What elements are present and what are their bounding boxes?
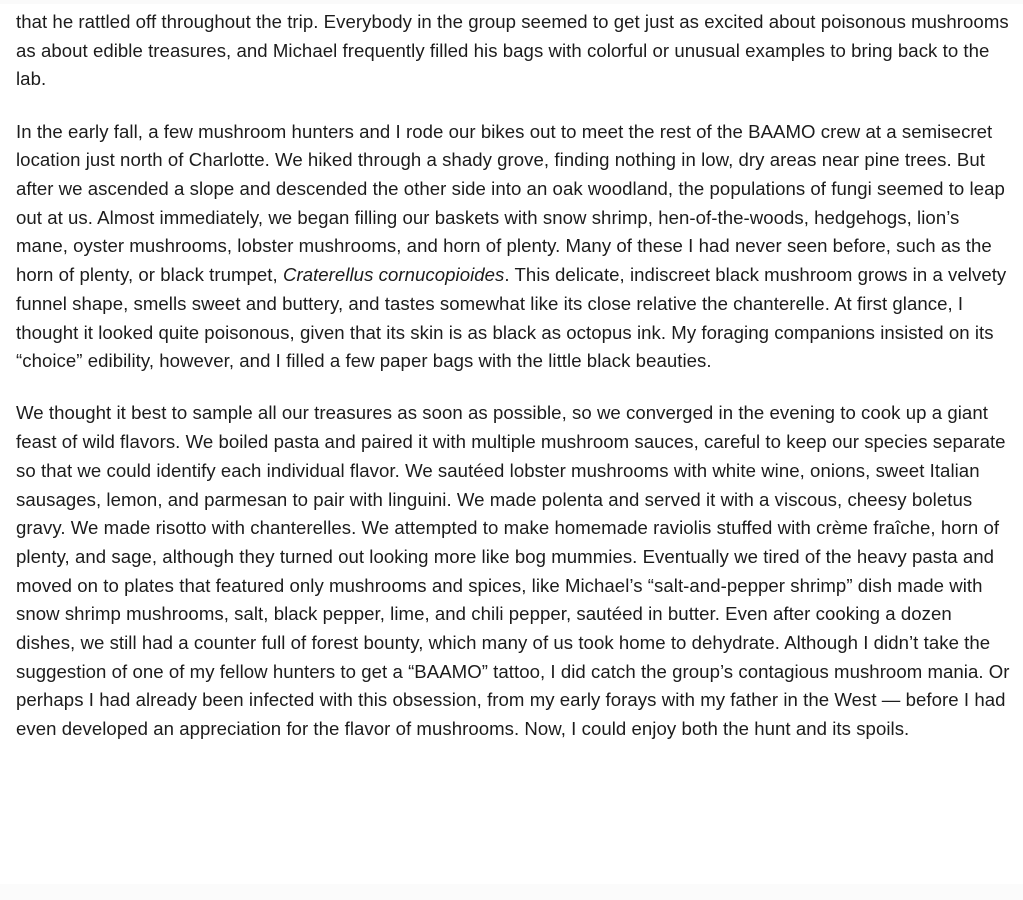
top-edge [0,0,1023,4]
article-body [16,8,1011,767]
paragraph-2 [16,118,1011,376]
paragraph-2-part-1: In the early fall, a few mushroom hunters and I rode our bikes out to meet the rest of the BAAMO crew at a semisecret location just north of Charlotte. We hiked through a shady grove, finding nothing in low, dry areas near pine trees. But after we ascended a slope and descended the other side into an oak woodland, the populations of fungi seemed to leap out at us. Almost immediately, we began filling our baskets with snow shrimp, hen-of-the-woods, hedgehogs, lion’s mane, oyster mushrooms, lobster mushrooms, and horn of plenty. Many of these I had never seen before, such as the horn of plenty, or black trumpet, [16,120,1005,286]
paragraph-2-part-2: . This delicate, indiscreet black mushroom grows in a velvety funnel shape, smells sweet and buttery, and tastes somewhat like its close relative the chanterelle. At first glance, I thought it looked quite poisonous, given that its skin is as black as octopus ink. My foraging companions insisted on its “choice” edibility, however, and I filled a few paper bags with the little black beauties. [16,264,1007,372]
paragraph-3: We thought it best to sample all our treasures as soon as possible, so we converged in the evening to cook up a giant feast of wild flavors. We boiled pasta and paired it with multiple mushroom sauces, careful to keep our species separate so that we could identify each individual flavor. We sautéed lobster mushrooms with white wine, onions, sweet Italian sausages, lemon, and parmesan to pair with linguini. We made polenta and served it with a viscous, cheesy boletus gravy. We made risotto with chanterelles. We attempted to make homemade raviolis stuffed with crème fraîche, horn of plenty, and sage, although they turned out looking more like bog mummies. Eventually we tired of the heavy pasta and moved on to plates that featured only mushrooms and spices, like Michael’s “salt-and-pepper shrimp” dish made with snow shrimp mushrooms, salt, black pepper, lime, and chili pepper, sautéed in butter. Even after cooking a dozen dishes, we still had a counter full of forest bounty, which many of us took home to dehydrate. Although I didn’t take the suggestion of one of my fellow hunters to get a “BAAMO” tattoo, I did catch the group’s contagious mushroom mania. Or perhaps I had already been infected with this obsession, from my early forays with my father in the West — before I had even developed an appreciation for the flavor of mushrooms. Now, I could enjoy both the hunt and its spoils. [16,402,1010,740]
species-name-italic: Craterellus cornucopioides [282,264,505,286]
bottom-edge [0,884,1023,900]
paragraph-1: that he rattled off throughout the trip. Everybody in the group seemed to get just as excited about poisonous mushrooms as about edible treasures, and Michael frequently filled his bags with colorful or unusual examples to bring back to the lab. [16,11,1009,90]
